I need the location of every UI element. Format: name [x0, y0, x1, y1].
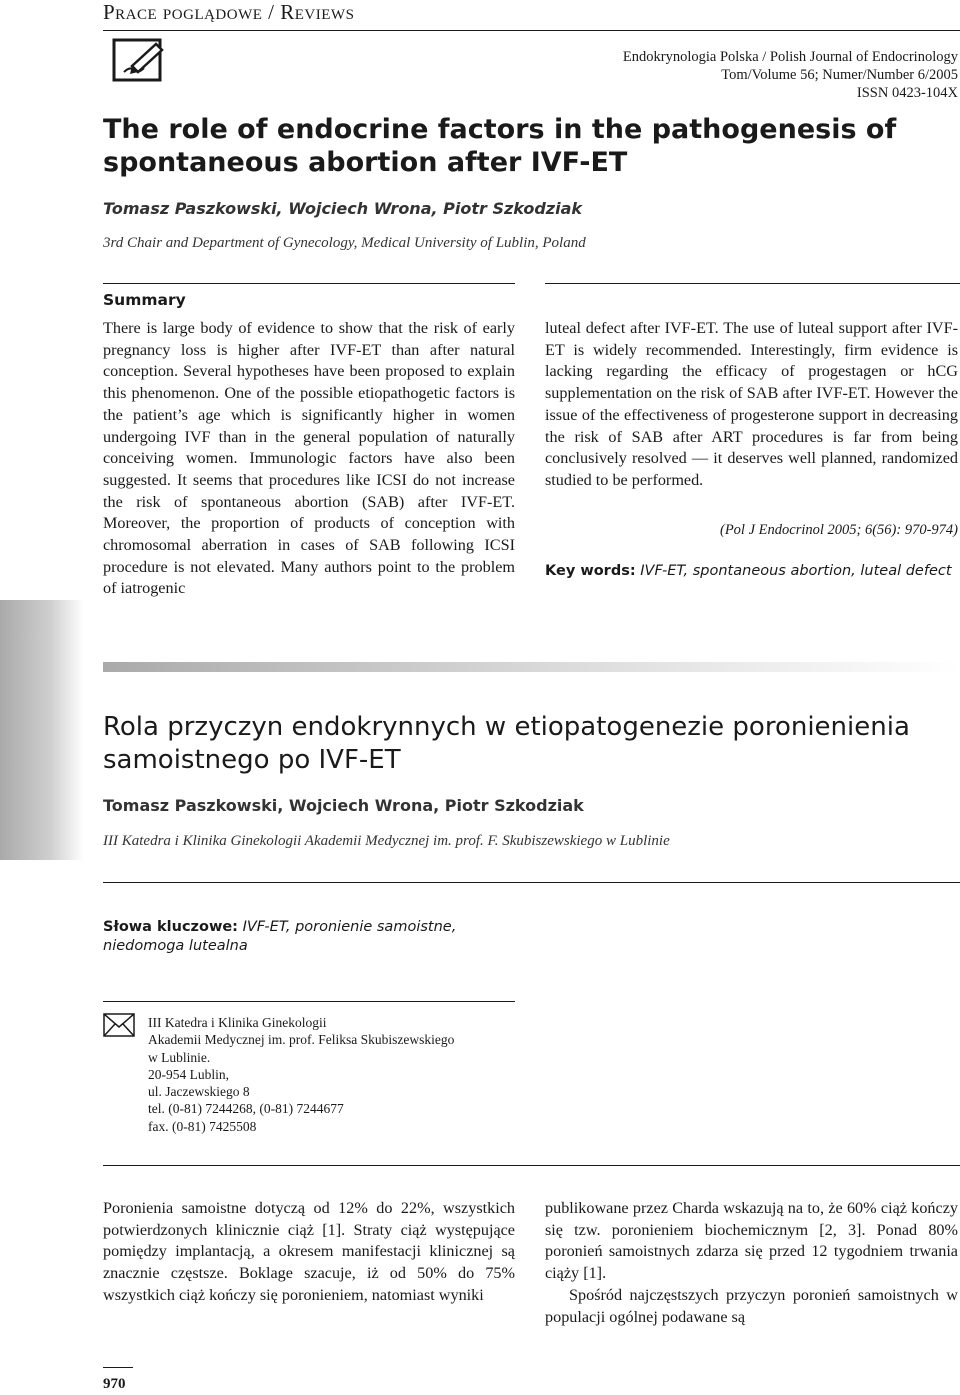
polish-authors: Tomasz Paszkowski, Wojciech Wrona, Piotr Szkodziak [103, 796, 584, 815]
english-title: The role of endocrine factors in the pathogenesis of spontaneous abortion after IVF-ET [103, 114, 897, 178]
english-affiliation: 3rd Chair and Department of Gynecology, Medical University of Lublin, Poland [103, 235, 586, 251]
keywords-label: Key words: [545, 563, 636, 579]
body-left-column: Poronienia samoistne dotyczą od 12% do 22%, wszystkich potwierdzonych klinicznie ciąż [1]. Straty ciąż występujące pomiędzy implantacją, a okresem manifestacji klinicznej są znacznie częstsze. Boklage szacuje, iż od 50% do 75% wszystkich ciąż kończy się poronieniem, natomiast wyniki [103, 1199, 515, 1304]
side-gradient-bar [0, 600, 84, 860]
body-paragraph: Spośród najczęstszych przyczyn poronień samoistnych w populacji ogólnej podawane są [545, 1285, 958, 1326]
section-header: Prace poglądowe / Reviews [103, 0, 355, 24]
citation: (Pol J Endocrinol 2005; 6(56): 970-974) [720, 522, 958, 538]
address-line: fax. (0-81) 7425508 [148, 1118, 257, 1134]
english-authors: Tomasz Paszkowski, Wojciech Wrona, Piotr Szkodziak [103, 199, 583, 218]
journal-line: ISSN 0423-104X [856, 85, 958, 101]
body-rule [103, 1165, 960, 1166]
address-line: Akademii Medycznej im. prof. Feliksa Skubiszewskiego [148, 1032, 455, 1048]
page-number: 970 [103, 1376, 126, 1392]
summary-rule-right [545, 283, 960, 284]
address-line: 20-954 Lublin, [148, 1066, 229, 1082]
polish-title: Rola przyczyn endokrynnych w etiopatogenezie poronienienia samoistnego po IVF-ET [103, 712, 910, 775]
journal-info [623, 48, 958, 102]
page-number-rule [103, 1367, 133, 1368]
summary-right-column: luteal defect after IVF-ET. The use of luteal support after IVF-ET is widely recommended. Interestingly, firm evidence is lacking regarding the efficacy of progestagen or hCG supplementation on the risk of SAB after IVF-ET. However the issue of the effectiveness of progesterone support in decreasing the risk of SAB after ART procedures is far from being conclusively resolved — it deserves well planned, randomized studied to be performed. [545, 319, 958, 489]
english-keywords [545, 563, 952, 579]
body-paragraph: publikowane przez Charda wskazują na to, że 60% ciąż kończy się tzw. poronieniem biochemicznym [2, 3]. Ponad 80% poronień samoistnych zdarza się przed 12 tygodniem trwania ciąży [1]. [545, 1199, 958, 1283]
section-divider-bar [103, 662, 960, 672]
pen-writing-icon [110, 36, 170, 86]
keywords-text: IVF-ET, poronienie samoistne, niedomoga lutealna [103, 919, 457, 954]
journal-line: Tom/Volume 56; Numer/Number 6/2005 [721, 67, 958, 83]
summary-rule-left [103, 283, 515, 284]
address-line: III Katedra i Klinika Ginekologii [148, 1015, 327, 1030]
address-rule [103, 1001, 515, 1002]
address-line: ul. Jaczewskiego 8 [148, 1084, 250, 1100]
mail-envelope-icon [103, 1013, 135, 1037]
journal-line: Endokrynologia Polska / Polish Journal of Endocrinology [622, 49, 958, 65]
summary-heading: Summary [103, 291, 186, 309]
address-line: w Lublinie. [148, 1049, 211, 1065]
body-right-column [545, 1198, 958, 1328]
correspondence-address [148, 1014, 454, 1135]
address-line: tel. (0-81) 7244268, (0-81) 7244677 [148, 1101, 344, 1117]
polish-keywords [103, 918, 463, 956]
header-rule [103, 30, 960, 31]
summary-left-column: There is large body of evidence to show that the risk of early pregnancy loss is higher after IVF-ET than after natural conception. Several hypotheses have been proposed to explain this phenomenon. One of the possible etiopathogetic factors is the patient’s age which is significantly higher in women undergoing IVF than in the general population of naturally conceiving women. Immunologic factors have also been suggested. It seems that procedures like ICSI do not increase the risk of spontaneous abortion (SAB) after IVF-ET. Moreover, the proportion of products of conception with chromosomal aberration in cases of SAB following ICSI procedure is not elevated. Many authors point to the problem of iatrogenic [103, 319, 515, 598]
polish-affiliation: III Katedra i Klinika Ginekologii Akademii Medycznej im. prof. F. Skubiszewskiego w Lublinie [103, 833, 670, 849]
polish-rule [103, 882, 960, 883]
keywords-label: Słowa kluczowe: [103, 919, 238, 935]
keywords-text: IVF-ET, spontaneous abortion, luteal defect [640, 563, 952, 579]
